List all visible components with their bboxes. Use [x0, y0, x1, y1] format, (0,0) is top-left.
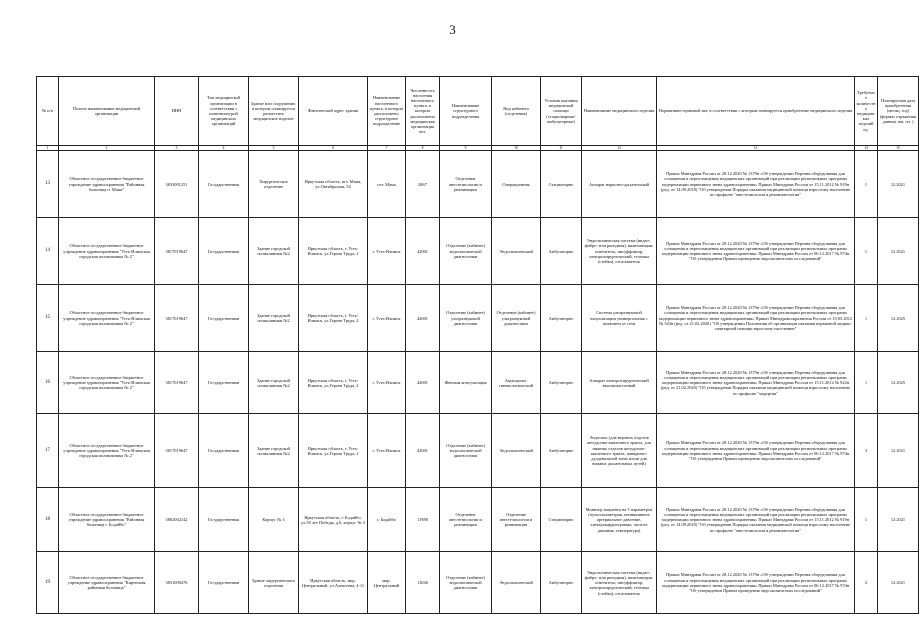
- building: Хирургическое отделение: [249, 151, 299, 218]
- inn: 3802002142: [155, 488, 199, 552]
- legal-act: Приказ Минздрава России от 28.12.2020 № 1379н «Об утверждении Перечня оборудования для оснащения и переоснащения медицинских организаций при реализации региональных программ модернизации первичного звена здравоохранения» Приказ Минздрава России от 15.11.2012 № 922н (ред. от 21.02.2020) "Об утверждении Порядка оказания медицинской помощи взрослому населению по профилю "хирургия": [657, 352, 855, 414]
- device-name: Аппарат наркозно-дыхательный: [582, 151, 657, 218]
- care-conditions: Стационарно: [541, 151, 582, 218]
- quantity: 1: [855, 488, 878, 552]
- care-conditions: Амбулаторно: [541, 552, 582, 614]
- quantity: 1: [855, 352, 878, 414]
- population: 42001: [406, 414, 440, 488]
- column-number: 7: [368, 146, 406, 151]
- quantity: 3: [855, 414, 878, 488]
- unit: Отделение (кабинет) ультразвуковой диагностики: [440, 285, 492, 352]
- care-conditions: Амбулаторно: [541, 285, 582, 352]
- page-number: 3: [449, 22, 456, 37]
- settlement: г. Усть-Илимск: [368, 285, 406, 352]
- table-row: [37, 552, 919, 614]
- building: Здание городской поликлиники №2: [249, 218, 299, 285]
- table-row: [37, 218, 919, 285]
- care-conditions: Амбулаторно: [541, 414, 582, 488]
- purchase-date: 12.2021: [878, 488, 919, 552]
- inn: 3817019647: [155, 218, 199, 285]
- header-cell: ИНН: [155, 77, 199, 146]
- column-number: 10: [492, 146, 541, 151]
- unit: Отделение (кабинет) эндоскопической диагностики: [440, 218, 492, 285]
- inn: 3833001251: [155, 151, 199, 218]
- column-number: 14: [855, 146, 878, 151]
- organization-name: Областное государственное бюджетное учреждение здравоохранения "Киренская районная больница": [59, 552, 155, 614]
- column-number: 1: [37, 146, 59, 151]
- purchase-date: 12.2021: [878, 414, 919, 488]
- row-number: 16: [37, 352, 59, 414]
- population: 42001: [406, 352, 440, 414]
- device-name: Система ультразвуковой визуализации универсальная с питанием от сети: [582, 285, 657, 352]
- organization-type: Государственная: [199, 414, 249, 488]
- column-number: 3: [155, 146, 199, 151]
- quantity: 1: [855, 151, 878, 218]
- row-number: 17: [37, 414, 59, 488]
- column-number: 6: [299, 146, 368, 151]
- header-cell: Численность населения населенного пункта, в котором расположена медицинская организация чел.: [406, 77, 440, 146]
- quantity: 2: [855, 552, 878, 614]
- header-cell: Планируемая дата приобретения (месяц, год) (формат отражения данных мм. ггг ): [878, 77, 919, 146]
- address: Иркутская область, г. Усть-Илимск, ул.Героев Труда, 2: [299, 352, 368, 414]
- table-row: [37, 285, 919, 352]
- population: 42001: [406, 218, 440, 285]
- settlement: г. Бодайбо: [368, 488, 406, 552]
- header-cell: Нормативно-правовой акт, в соответствии с которым планируется приобретение медицинского изделия: [657, 77, 855, 146]
- inn: 3817019647: [155, 352, 199, 414]
- table-row: [37, 414, 919, 488]
- building: Здание хирургического отделения: [249, 552, 299, 614]
- row-number: 19: [37, 552, 59, 614]
- equipment-registry-table: [36, 76, 919, 614]
- header-cell: Наименование населенного пункта, в котором расположено структурное подразделение: [368, 77, 406, 146]
- organization-name: Областное государственное бюджетное учреждение здравоохранения "Районная больница п. Мама": [59, 151, 155, 218]
- device-name: Монитор пациента на 5 параметров (пульсоксиметрия, неинвазивное артериальное давление, электрокардиограмма, частота дыхания, температура): [582, 488, 657, 552]
- purchase-date: 12.2021: [878, 218, 919, 285]
- cabinet: Отделение (кабинет) ультразвуковой диагностики: [492, 285, 541, 352]
- care-conditions: Амбулаторно: [541, 218, 582, 285]
- inn: 3831000476: [155, 552, 199, 614]
- header-row: [37, 77, 919, 146]
- column-number: 5: [249, 146, 299, 151]
- table-row: [37, 352, 919, 414]
- address: Иркутская область, пгт. Мама, ул.Октябрьская, 54: [299, 151, 368, 218]
- address: Иркутская область, г. Усть-Илимск, ул.Героев Труда, 2: [299, 218, 368, 285]
- unit: Отделение анестезиологии и реанимации: [440, 488, 492, 552]
- settlement: г. Усть-Илимск: [368, 218, 406, 285]
- row-number: 13: [37, 151, 59, 218]
- population: 42001: [406, 285, 440, 352]
- device-name: Эндоскоп (для верхних отделов желудочно-кишечного тракта, для нижних отделов желудочно-кишечного тракта, панкреато-дуоденальной зоны и/или для нижних дыхательных путей): [582, 414, 657, 488]
- population: 11988: [406, 488, 440, 552]
- header-cell: Наименование медицинского изделия: [582, 77, 657, 146]
- header-cell: Тип медицинской организации в соответствии с номенклатурой медицинских организаций: [199, 77, 249, 146]
- address: Иркутская область, г. Усть-Илимск, ул.Героев Труда, 2: [299, 414, 368, 488]
- organization-type: Государственная: [199, 218, 249, 285]
- cabinet: Отделение анестезиологии и реанимации: [492, 488, 541, 552]
- organization-type: Государственная: [199, 285, 249, 352]
- row-number: 18: [37, 488, 59, 552]
- legal-act: Приказ Минздрава России от 28.12.2020 № 1379н «Об утверждении Перечня оборудования для оснащения и переоснащения медицинских организаций при реализации региональных программ модернизации первичного звена здравоохранения» Приказ Минздрава России от 06.12.2017 № 974н "Об утверждении Правил проведения эндоскопических исследований": [657, 218, 855, 285]
- settlement: мкр. Центральный: [368, 552, 406, 614]
- settlement: г. Усть-Илимск: [368, 414, 406, 488]
- building: Здание городской поликлиники №2: [249, 352, 299, 414]
- header-cell: Наименование структурного подразделения: [440, 77, 492, 146]
- unit: Отделение анестезиологии и реанимации: [440, 151, 492, 218]
- care-conditions: Стационарно: [541, 488, 582, 552]
- settlement: г. Усть-Илимск: [368, 352, 406, 414]
- quantity: 1: [855, 218, 878, 285]
- address: Иркутская область, мкр. Центральный, ул.Алексеева, 4-11: [299, 552, 368, 614]
- column-number: 8: [406, 146, 440, 151]
- column-number: 4: [199, 146, 249, 151]
- population: 11046: [406, 552, 440, 614]
- header-cell: Фактический адрес здания: [299, 77, 368, 146]
- row-number: 14: [37, 218, 59, 285]
- purchase-date: 12.2021: [878, 552, 919, 614]
- organization-name: Областное государственное бюджетное учреждение здравоохранения "Усть-Илимская городская поликлиника № 2": [59, 218, 155, 285]
- organization-name: Областное государственное бюджетное учреждение здравоохранения "Усть-Илимская городская поликлиника № 2": [59, 414, 155, 488]
- header-cell: Здание или сооружение, в котором планируется разместить медицинское изделие: [249, 77, 299, 146]
- organization-name: Областное государственное бюджетное учреждение здравоохранения "Усть-Илимская городская поликлиника № 2": [59, 285, 155, 352]
- organization-type: Государственная: [199, 352, 249, 414]
- device-name: Эндоскопическая система (видео-, фибро- или ригидная), включающая: осветитель, инсуффлятор, электрохирургический, тележка (стойка), отсасыватель: [582, 218, 657, 285]
- table-row: [37, 151, 919, 218]
- population: 2867: [406, 151, 440, 218]
- header-cell: № п/п: [37, 77, 59, 146]
- organization-type: Государственная: [199, 151, 249, 218]
- building: Здание городской поликлиники №2: [249, 285, 299, 352]
- device-name: Аппарат электрохирургический высокочастотный: [582, 352, 657, 414]
- cabinet: Эндоскопический: [492, 218, 541, 285]
- header-cell: Вид кабинета (отделения): [492, 77, 541, 146]
- address: Иркутская область, г. Усть-Илимск, ул.Героев Труда, 2: [299, 285, 368, 352]
- unit: Женская консультация: [440, 352, 492, 414]
- legal-act: Приказ Минздрава России от 28.12.2020 № 1379н «Об утверждении Перечня оборудования для оснащения и переоснащения медицинских организаций при реализации региональных программ модернизации первичного звена здравоохранения» Приказ Минздрава России от 06.12.2017 № 974н "Об утверждении Правил проведения эндоскопических исследований": [657, 552, 855, 614]
- column-number: 12: [582, 146, 657, 151]
- cabinet: Эндоскопический: [492, 552, 541, 614]
- unit: Отделение (кабинет) эндоскопической диагностики: [440, 552, 492, 614]
- header-cell: Полное наименование медицинской организации: [59, 77, 155, 146]
- inn: 3817019647: [155, 414, 199, 488]
- purchase-date: 12.2021: [878, 151, 919, 218]
- table-row: [37, 488, 919, 552]
- cabinet: Эндоскопический: [492, 414, 541, 488]
- organization-name: Областное государственное бюджетное учреждение здравоохранения "Районная больница г. Бодайбо": [59, 488, 155, 552]
- legal-act: Приказ Минздрава России от 28.12.2020 № 1379н «Об утверждении Перечня оборудования для оснащения и переоснащения медицинских организаций при реализации региональных программ модернизации первичного звена здравоохранения» Приказ Минздрава России от 15.11.2012 № 919н (ред. от 14.09.2018) "Об утверждении Порядка оказания медицинской помощи взрослому населению по профилю "анестезиология и реаниматология": [657, 151, 855, 218]
- organization-type: Государственная: [199, 552, 249, 614]
- cabinet: Операционная: [492, 151, 541, 218]
- inn: 3817019647: [155, 285, 199, 352]
- column-number: 15: [878, 146, 919, 151]
- column-number: 2: [59, 146, 155, 151]
- organization-type: Государственная: [199, 488, 249, 552]
- building: Корпус № 3: [249, 488, 299, 552]
- cabinet: Акушерско-гинекологический: [492, 352, 541, 414]
- quantity: 1: [855, 285, 878, 352]
- column-number: 9: [440, 146, 492, 151]
- purchase-date: 12.2025: [878, 352, 919, 414]
- purchase-date: 12.2025: [878, 285, 919, 352]
- legal-act: Приказ Минздрава России от 28.12.2020 № 1379н «Об утверждении Перечня оборудования для оснащения и переоснащения медицинских организаций при реализации региональных программ модернизации первичного звена здравоохранения» Приказ Минздравсоцразвития России от 19.05.2012 № 543н (ред. от 21.02.2020) "Об утверждении Положения об организации оказания первичной медико-санитарной помощи взрослому населению": [657, 285, 855, 352]
- column-number: 11: [541, 146, 582, 151]
- care-conditions: Амбулаторно: [541, 352, 582, 414]
- header-cell: Требуемое количество медицинских изделий ед.: [855, 77, 878, 146]
- column-number: 13: [657, 146, 855, 151]
- address: Иркутская область, г. Бодайбо, ул.50 лет Победы, д.6, корпус № 3: [299, 488, 368, 552]
- unit: Отделение (кабинет) эндоскопической диагностики: [440, 414, 492, 488]
- row-number: 15: [37, 285, 59, 352]
- settlement: пгт. Мама: [368, 151, 406, 218]
- header-cell: Условия оказания медицинской помощи (стационарные/амбулаторные): [541, 77, 582, 146]
- organization-name: Областное государственное бюджетное учреждение здравоохранения "Усть-Илимская городская поликлиника № 2": [59, 352, 155, 414]
- building: Здание городской поликлиники №2: [249, 414, 299, 488]
- device-name: Эндоскопическая система (видео-, фибро- или ригидная), включающая: осветитель, инсуффлятор, электрохирургический, тележка (стойка), отсасыватель: [582, 552, 657, 614]
- legal-act: Приказ Минздрава России от 28.12.2020 № 1379н «Об утверждении Перечня оборудования для оснащения и переоснащения медицинских организаций при реализации региональных программ модернизации первичного звена здравоохранения» Приказ Минздрава России от 06.12.2017 № 974н "Об утверждении Правил проведения эндоскопических исследований": [657, 414, 855, 488]
- legal-act: Приказ Минздрава России от 28.12.2020 № 1379н «Об утверждении Перечня оборудования для оснащения и переоснащения медицинских организаций при реализации региональных программ модернизации первичного звена здравоохранения» Приказ Минздрава России от 15.11.2012 № 919н (ред. от 14.09.2018) "Об утверждении Порядка оказания медицинской помощи взрослому населению по профилю "анестезиология и реаниматология": [657, 488, 855, 552]
